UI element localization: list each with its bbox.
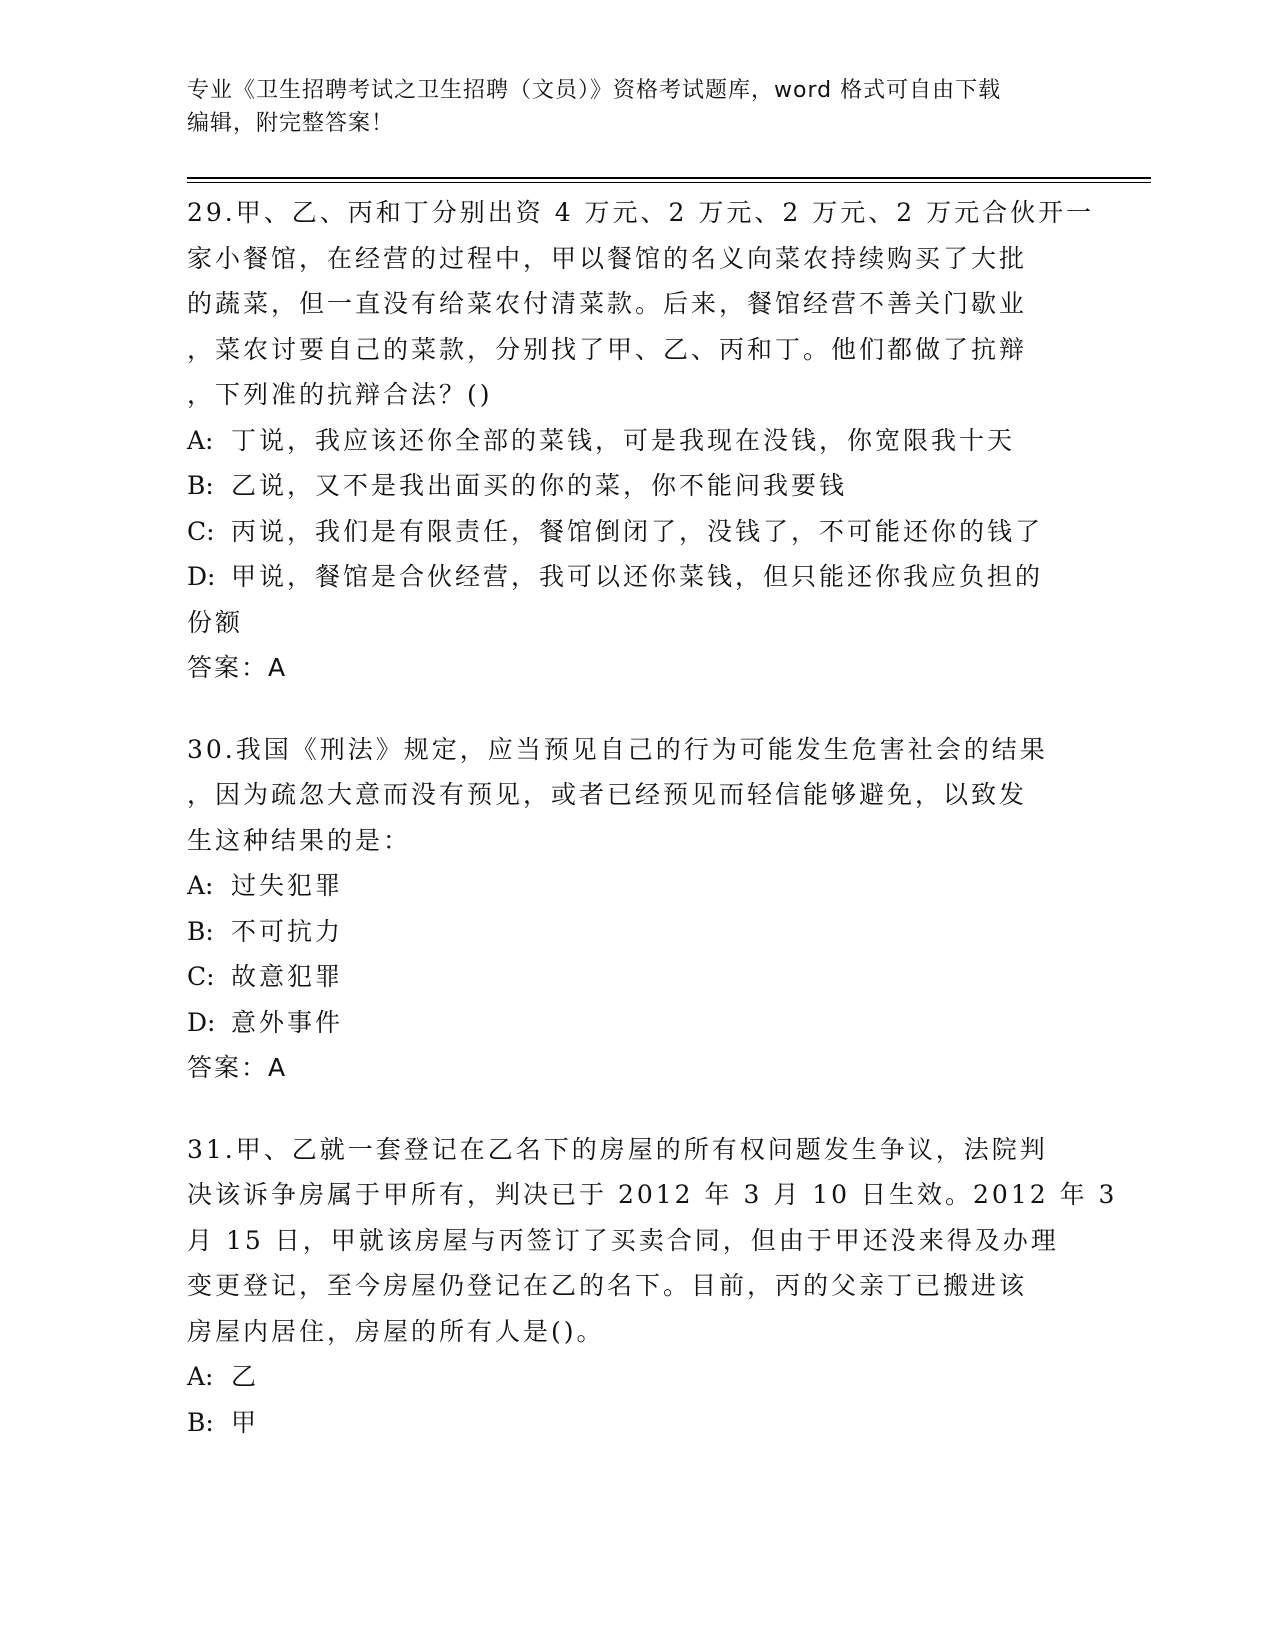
option-a: [187, 418, 1087, 464]
option-key: A:: [187, 1362, 214, 1391]
question-stem-line: 29.甲、乙、丙和丁分别出资 4 万元、2 万元、2 万元、2 万元合伙开一: [187, 198, 1095, 227]
option-text: 丙说，我们是有限责任，餐馆倒闭了，没钱了，不可能还你的钱了: [231, 516, 1044, 546]
option-c: [187, 954, 1087, 1000]
option-key: D:: [187, 1007, 216, 1037]
option-text: 甲说，餐馆是合伙经营，我可以还你菜钱，但只能还你我应负担的: [231, 562, 1044, 591]
option-text: 过失犯罪: [231, 871, 344, 900]
option-text: 丁说，我应该还你全部的菜钱，可是我现在没钱，你宽限我十天: [231, 425, 1016, 455]
header-line-2: 编辑，附完整答案！: [187, 111, 395, 136]
option-key: B:: [187, 471, 214, 500]
question-stem-line: 30.我国《刑法》规定，应当预见自己的行为可能发生危害社会的结果: [187, 734, 1048, 764]
option-text: 故意犯罪: [231, 962, 344, 991]
question-stem-line: 变更登记，至今房屋仍登记在乙的名下。目前，丙的父亲丁已搬进该: [187, 1271, 1028, 1300]
question-stem-line: ，因为疏忽大意而没有预见，或者已经预见而轻信能够避免，以致发: [187, 780, 1028, 809]
option-d: [187, 554, 1087, 600]
question-list: [187, 190, 1118, 1445]
answer-label: 答案：A: [187, 653, 288, 682]
option-c: [187, 509, 1087, 555]
question-stem-line: 决该诉争房属于甲所有，判决已于 2012 年 3 月 10 日生效。2012 年 3: [187, 1180, 1118, 1209]
answer-label: 答案：A: [187, 1053, 288, 1082]
option-a: [187, 863, 1087, 909]
option-text: 意外事件: [231, 1007, 344, 1037]
option-b: [187, 463, 1087, 509]
question-30: [187, 727, 1087, 1091]
question-stem-line: 生这种结果的是：: [187, 825, 412, 855]
option-a: [187, 1354, 1087, 1400]
header-divider-thin: [187, 182, 1151, 183]
option-d: [187, 1000, 1087, 1046]
option-key: B:: [187, 916, 214, 946]
option-key: D:: [187, 562, 216, 591]
header-line-1: 专业《卫生招聘考试之卫生招聘（文员）》资格考试题库，word 格式可自由下载: [187, 78, 1002, 103]
option-key: B:: [187, 1407, 214, 1437]
option-key: C:: [187, 962, 215, 991]
option-key: A:: [187, 425, 214, 455]
header-divider: [187, 177, 1151, 179]
question-stem-line: 家小餐馆，在经营的过程中，甲以餐馆的名义向菜农持续购买了大批: [187, 243, 1028, 273]
option-b: [187, 909, 1087, 955]
question-stem-line: 房屋内居住，房屋的所有人是()。: [187, 1316, 605, 1346]
question-stem-line: 月 15 日，甲就该房屋与丙签订了买卖合同，但由于甲还没来得及办理: [187, 1225, 1059, 1255]
option-key: C:: [187, 516, 215, 546]
question-29: [187, 190, 1095, 691]
option-text: 甲: [231, 1407, 260, 1437]
option-text: 乙: [231, 1362, 260, 1391]
question-31: [187, 1127, 1118, 1446]
question-stem-line: ，下列准的抗辩合法？(): [187, 380, 493, 409]
question-stem-line: 的蔬菜，但一直没有给菜农付清菜款。后来，餐馆经营不善关门歇业: [187, 289, 1028, 318]
option-b: [187, 1400, 1087, 1446]
option-d-continued: 份额: [187, 607, 244, 637]
question-stem-line: 31.甲、乙就一套登记在乙名下的房屋的所有权问题发生争议，法院判: [187, 1134, 1048, 1164]
option-text: 不可抗力: [231, 916, 344, 946]
question-stem-line: ，菜农讨要自己的菜款，分别找了甲、乙、丙和丁。他们都做了抗辩: [187, 334, 1028, 364]
option-key: A:: [187, 871, 214, 900]
document-header: [187, 74, 1087, 140]
option-text: 乙说，又不是我出面买的你的菜，你不能问我要钱: [231, 471, 848, 500]
